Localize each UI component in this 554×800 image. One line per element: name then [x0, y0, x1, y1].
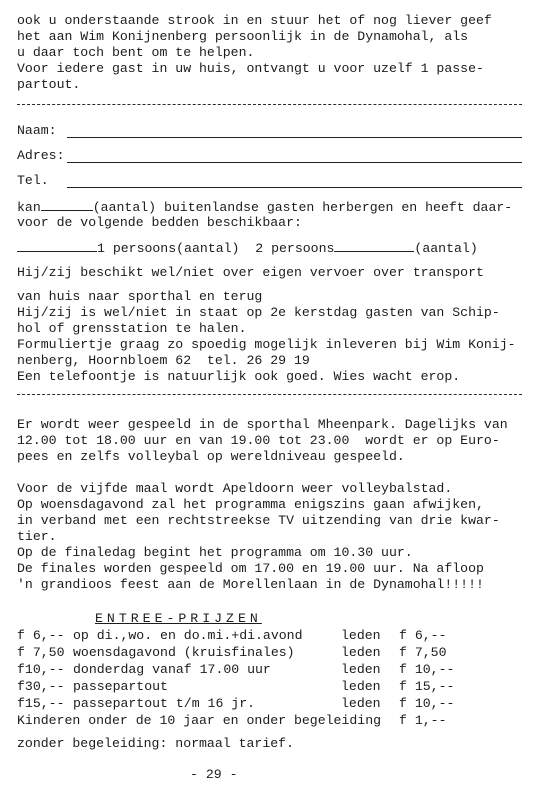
bed-count-line [17, 240, 478, 257]
address-label: Adres: [17, 148, 65, 163]
event-line: 12.00 tot 18.00 uur en van 19.00 tot 23.00 wordt er op Euro- [17, 433, 500, 448]
can-label: kan [17, 200, 41, 215]
price-description: donderdag vanaf 17.00 uur [73, 662, 271, 677]
price-row [17, 645, 537, 661]
price-row [17, 679, 537, 695]
can-text: (aantal) buitenlandse gasten herbergen en heeft daar- [92, 200, 513, 215]
phone-field[interactable] [67, 187, 522, 188]
one-person-label: 1 persoons(aantal) [97, 241, 240, 256]
intro-line: u daar toch bent om te helpen. [17, 45, 255, 60]
price: f 7,50 [17, 645, 65, 660]
member-label: leden [341, 628, 381, 643]
member-price: f 15,-- [399, 679, 455, 694]
cut-line [17, 394, 522, 395]
transport-line: Formuliertje graag zo spoedig mogelijk inleveren bij Wim Konij- [17, 337, 516, 352]
event-line: De finales worden gespeeld om 17.00 en 19.00 uur. Na afloop [17, 561, 484, 576]
transport-line: Een telefoontje is natuurlijk ook goed. Wies wacht erop. [17, 369, 461, 384]
intro-line: Voor iedere gast in uw huis, ontvangt u voor uzelf 1 passe- [17, 61, 484, 76]
name-field[interactable] [67, 137, 522, 138]
intro-line: partout. [17, 77, 81, 92]
price-description: passepartout t/m 16 jr. [73, 696, 256, 711]
event-line: in verband met een rechtstreekse TV uitzending van drie kwar- [17, 513, 500, 528]
one-person-field[interactable] [17, 240, 97, 252]
children-price: f 1,-- [399, 713, 447, 728]
member-price: f 10,-- [399, 696, 455, 711]
member-price: f 10,-- [399, 662, 455, 677]
guest-count-field[interactable] [41, 199, 93, 211]
can-host-line [17, 199, 512, 216]
address-field[interactable] [67, 162, 522, 163]
transport-line: nenberg, Hoornbloem 62 tel. 26 29 19 [17, 353, 310, 368]
price-description: op di.,wo. en do.mi.+di.avond [73, 628, 303, 643]
member-label: leden [341, 662, 381, 677]
event-line: Op woensdagavond zal het programma enigszins gaan afwijken, [17, 497, 484, 512]
intro-line: het aan Wim Konijnenberg persoonlijk in de Dynamohal, als [17, 29, 469, 44]
prices-heading: ENTREE-PRIJZEN [95, 611, 262, 626]
two-person-label: 2 persoons [255, 241, 335, 256]
intro-line: ook u onderstaande strook in en stuur het of nog liever geef [17, 13, 492, 28]
price: f 6,-- [17, 628, 65, 643]
price-row [17, 628, 537, 644]
cut-line [17, 104, 522, 105]
transport-line: van huis naar sporthal en terug [17, 289, 263, 304]
member-label: leden [341, 645, 381, 660]
price: f10,-- [17, 662, 65, 677]
member-label: leden [341, 679, 381, 694]
price-row [17, 662, 537, 678]
event-line: tier. [17, 529, 57, 544]
member-price: f 6,-- [399, 628, 447, 643]
price-row-children [17, 713, 537, 729]
unaccompanied-line: zonder begeleiding: normaal tarief. [17, 736, 294, 751]
children-text: Kinderen onder de 10 jaar en onder begeleiding [17, 713, 382, 728]
price-row [17, 696, 537, 712]
member-price: f 7,50 [399, 645, 447, 660]
event-line: Er wordt weer gespeeld in de sporthal Mheenpark. Dagelijks van [17, 417, 508, 432]
price: f30,-- [17, 679, 65, 694]
transport-line: Hij/zij is wel/niet in staat op 2e kerstdag gasten van Schip- [17, 305, 500, 320]
two-person-field[interactable] [334, 240, 414, 252]
price-description: woensdagavond (kruisfinales) [73, 645, 295, 660]
price-description: passepartout [73, 679, 168, 694]
member-label: leden [341, 696, 381, 711]
event-line: Voor de vijfde maal wordt Apeldoorn weer volleybalstad. [17, 481, 453, 496]
event-line: pees en zelfs volleybal op wereldniveau gespeeld. [17, 449, 405, 464]
transport-line: Hij/zij beschikt wel/niet over eigen vervoer over transport [17, 265, 484, 280]
page-number: - 29 - [190, 767, 238, 782]
phone-label: Tel. [17, 173, 49, 188]
beds-line: voor de volgende bedden beschikbaar: [17, 215, 302, 230]
event-line: 'n grandioos feest aan de Morellenlaan in de Dynamohal!!!!! [17, 577, 484, 592]
event-line: Op de finaledag begint het programma om 10.30 uur. [17, 545, 413, 560]
price: f15,-- [17, 696, 65, 711]
count-suffix: (aantal) [414, 241, 478, 256]
transport-line: hol of grensstation te halen. [17, 321, 247, 336]
name-label: Naam: [17, 123, 57, 138]
